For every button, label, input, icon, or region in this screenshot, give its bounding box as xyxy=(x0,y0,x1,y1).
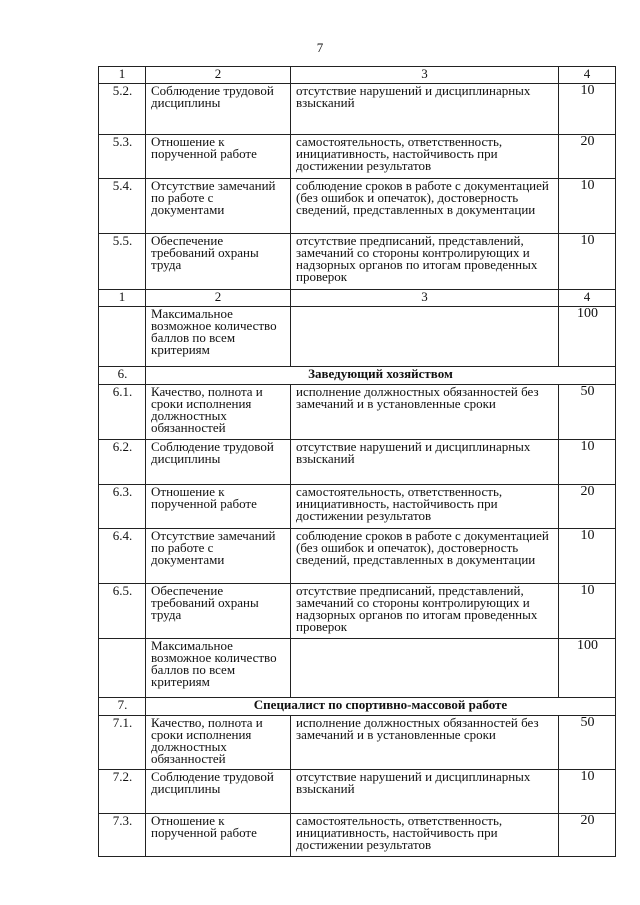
criterion-points: 20 xyxy=(559,135,616,179)
section-title: Заведующий хозяйством xyxy=(146,367,616,385)
criterion-number xyxy=(99,307,146,367)
criterion-number: 5.5. xyxy=(99,234,146,290)
criterion-name: Соблюдение трудовой дисциплины xyxy=(146,440,291,485)
criterion-points: 50 xyxy=(559,385,616,440)
criterion-description: самостоятельность, ответственность, инициативность, настойчивость при достижении результатов xyxy=(291,485,559,529)
criterion-description: отсутствие предписаний, представлений, замечаний со стороны контролирующих и надзорных органов по итогам проведенных проверок xyxy=(291,584,559,639)
criterion-points: 20 xyxy=(559,814,616,857)
criterion-name: Отношение к порученной работе xyxy=(146,135,291,179)
criterion-points: 100 xyxy=(559,307,616,367)
criterion-description: соблюдение сроков в работе с документацией (без ошибок и опечаток), достоверность сведений, представленных в документации xyxy=(291,529,559,584)
criterion-name: Отношение к порученной работе xyxy=(146,814,291,857)
section-number: 7. xyxy=(99,698,146,716)
criterion-number: 7.2. xyxy=(99,770,146,814)
criterion-points: 10 xyxy=(559,440,616,485)
criterion-description: отсутствие нарушений и дисциплинарных взысканий xyxy=(291,440,559,485)
criterion-name: Соблюдение трудовой дисциплины xyxy=(146,84,291,135)
column-number: 3 xyxy=(291,290,559,307)
section-header-row xyxy=(99,367,616,385)
criterion-description: отсутствие предписаний, представлений, замечаний со стороны контролирующих и надзорных органов по итогам проведенных проверок xyxy=(291,234,559,290)
criterion-name: Обеспечение требований охраны труда xyxy=(146,234,291,290)
criterion-number: 7.1. xyxy=(99,716,146,770)
criterion-name: Максимальное возможное количество баллов по всем критериям xyxy=(146,307,291,367)
criterion-description: самостоятельность, ответственность, инициативность, настойчивость при достижении результатов xyxy=(291,814,559,857)
column-number: 1 xyxy=(99,290,146,307)
criterion-number: 5.2. xyxy=(99,84,146,135)
column-number-row xyxy=(99,290,616,307)
criterion-row xyxy=(99,440,616,485)
criterion-name: Максимальное возможное количество баллов по всем критериям xyxy=(146,639,291,698)
criterion-points: 10 xyxy=(559,234,616,290)
criterion-number: 6.4. xyxy=(99,529,146,584)
criterion-row xyxy=(99,179,616,234)
criterion-points: 20 xyxy=(559,485,616,529)
criterion-row xyxy=(99,529,616,584)
criterion-number: 5.4. xyxy=(99,179,146,234)
criterion-description: исполнение должностных обязанностей без замечаний и в установленные сроки xyxy=(291,385,559,440)
criterion-number xyxy=(99,639,146,698)
criterion-row xyxy=(99,485,616,529)
criterion-points: 10 xyxy=(559,179,616,234)
criterion-name: Качество, полнота и сроки исполнения должностных обязанностей xyxy=(146,716,291,770)
criterion-description xyxy=(291,307,559,367)
section-number: 6. xyxy=(99,367,146,385)
criterion-points: 10 xyxy=(559,584,616,639)
criterion-points: 10 xyxy=(559,770,616,814)
column-number: 3 xyxy=(291,67,559,84)
criterion-number: 6.1. xyxy=(99,385,146,440)
criterion-number: 5.3. xyxy=(99,135,146,179)
criterion-description xyxy=(291,639,559,698)
criterion-row xyxy=(99,770,616,814)
criteria-table xyxy=(98,66,616,857)
criterion-description: отсутствие нарушений и дисциплинарных взысканий xyxy=(291,84,559,135)
criterion-description: отсутствие нарушений и дисциплинарных взысканий xyxy=(291,770,559,814)
page-number: 7 xyxy=(316,40,324,55)
criterion-row xyxy=(99,639,616,698)
column-number: 1 xyxy=(99,67,146,84)
criterion-points: 50 xyxy=(559,716,616,770)
criterion-row xyxy=(99,716,616,770)
column-number: 2 xyxy=(146,290,291,307)
criterion-row xyxy=(99,234,616,290)
criterion-name: Отсутствие замечаний по работе с документами xyxy=(146,179,291,234)
criterion-row xyxy=(99,385,616,440)
criterion-row xyxy=(99,814,616,857)
criterion-row xyxy=(99,135,616,179)
criterion-name: Отношение к порученной работе xyxy=(146,485,291,529)
criterion-row xyxy=(99,584,616,639)
criterion-name: Соблюдение трудовой дисциплины xyxy=(146,770,291,814)
criterion-points: 100 xyxy=(559,639,616,698)
criterion-name: Качество, полнота и сроки исполнения должностных обязанностей xyxy=(146,385,291,440)
criterion-description: соблюдение сроков в работе с документацией (без ошибок и опечаток), достоверность сведений, представленных в документации xyxy=(291,179,559,234)
column-number-row xyxy=(99,67,616,84)
section-header-row xyxy=(99,698,616,716)
criterion-number: 6.2. xyxy=(99,440,146,485)
criterion-description: исполнение должностных обязанностей без замечаний и в установленные сроки xyxy=(291,716,559,770)
criterion-description: самостоятельность, ответственность, инициативность, настойчивость при достижении результатов xyxy=(291,135,559,179)
criterion-number: 6.5. xyxy=(99,584,146,639)
criterion-name: Отсутствие замечаний по работе с документами xyxy=(146,529,291,584)
column-number: 4 xyxy=(559,290,616,307)
criterion-points: 10 xyxy=(559,84,616,135)
criterion-row xyxy=(99,307,616,367)
section-title: Специалист по спортивно-массовой работе xyxy=(146,698,616,716)
criterion-name: Обеспечение требований охраны труда xyxy=(146,584,291,639)
criterion-number: 7.3. xyxy=(99,814,146,857)
criterion-number: 6.3. xyxy=(99,485,146,529)
criterion-points: 10 xyxy=(559,529,616,584)
column-number: 4 xyxy=(559,67,616,84)
criteria-table-body xyxy=(99,67,616,857)
column-number: 2 xyxy=(146,67,291,84)
criterion-row xyxy=(99,84,616,135)
